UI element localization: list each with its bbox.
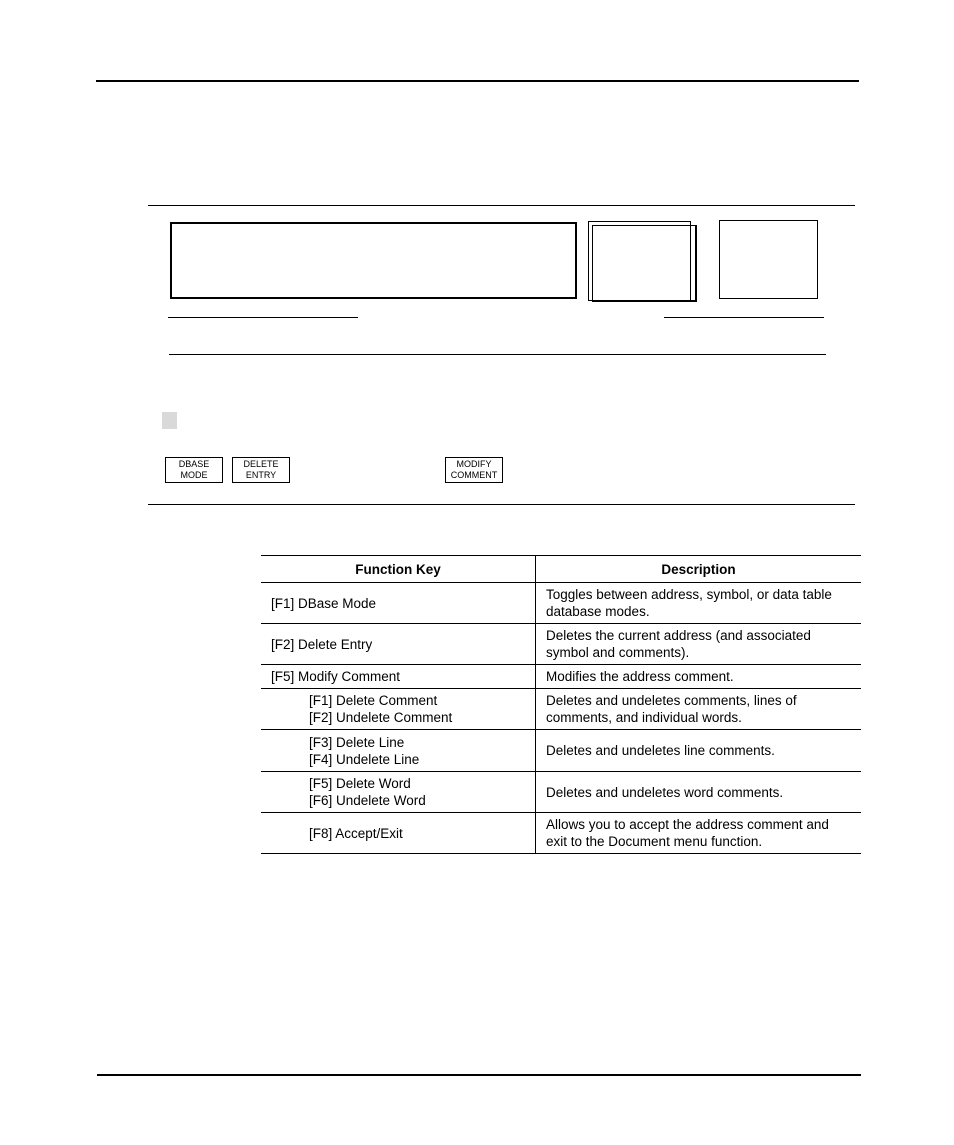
header-function-key: Function Key (261, 556, 536, 583)
key-cell (261, 689, 536, 730)
description-cell: Deletes and undeletes comments, lines of comments, and individual words. (536, 689, 862, 730)
table-header-row (261, 556, 861, 583)
screen-bottom-rule (148, 504, 855, 505)
key-cell (261, 813, 536, 854)
table-row (261, 624, 861, 665)
header-rule (96, 80, 859, 82)
table-row (261, 583, 861, 624)
key-cell (261, 772, 536, 813)
description-cell: Deletes and undeletes word comments. (536, 772, 862, 813)
key-label: [F8] Accept/Exit (309, 825, 403, 841)
status-box-front (592, 225, 697, 302)
cursor-block (162, 412, 177, 429)
mode-underline (664, 317, 824, 318)
key-label: [F5] Delete Word (309, 776, 411, 791)
description-cell: Allows you to accept the address comment and exit to the Document menu function. (536, 813, 862, 854)
key-label: [F5] Modify Comment (271, 669, 401, 684)
key-label: [F1] Delete Comment (309, 693, 438, 708)
dbase-mode-key[interactable]: DBASE MODE (165, 457, 223, 483)
address-underline (168, 317, 358, 318)
key-label: [F6] Undelete Word (309, 793, 426, 808)
key-cell (261, 730, 536, 772)
table-row (261, 689, 861, 730)
table-row (261, 813, 861, 854)
prompt-rule (169, 354, 826, 355)
key-cell (261, 583, 536, 624)
key-cell (261, 624, 536, 665)
description-cell: Toggles between address, symbol, or data table database modes. (536, 583, 862, 624)
table-row (261, 730, 861, 772)
key-label: [F2] Undelete Comment (309, 710, 453, 725)
footer-rule (97, 1074, 861, 1076)
description-cell: Deletes and undeletes line comments. (536, 730, 862, 772)
screen-top-rule (148, 205, 855, 206)
key-cell (261, 665, 536, 689)
key-label: [F1] DBase Mode (271, 595, 377, 611)
key-label: [F4] Undelete Line (309, 751, 420, 767)
modify-comment-key[interactable]: MODIFY COMMENT (445, 457, 503, 483)
mode-box (719, 220, 818, 299)
description-cell: Deletes the current address (and associated symbol and comments). (536, 624, 862, 665)
function-key-table (261, 555, 861, 854)
table-row (261, 665, 861, 689)
description-cell: Modifies the address comment. (536, 665, 862, 689)
delete-entry-key[interactable]: DELETE ENTRY (232, 457, 290, 483)
table-row (261, 772, 861, 813)
key-label: [F3] Delete Line (309, 734, 405, 750)
comment-window (170, 222, 577, 299)
key-label: [F2] Delete Entry (271, 636, 373, 652)
header-description: Description (536, 556, 862, 583)
